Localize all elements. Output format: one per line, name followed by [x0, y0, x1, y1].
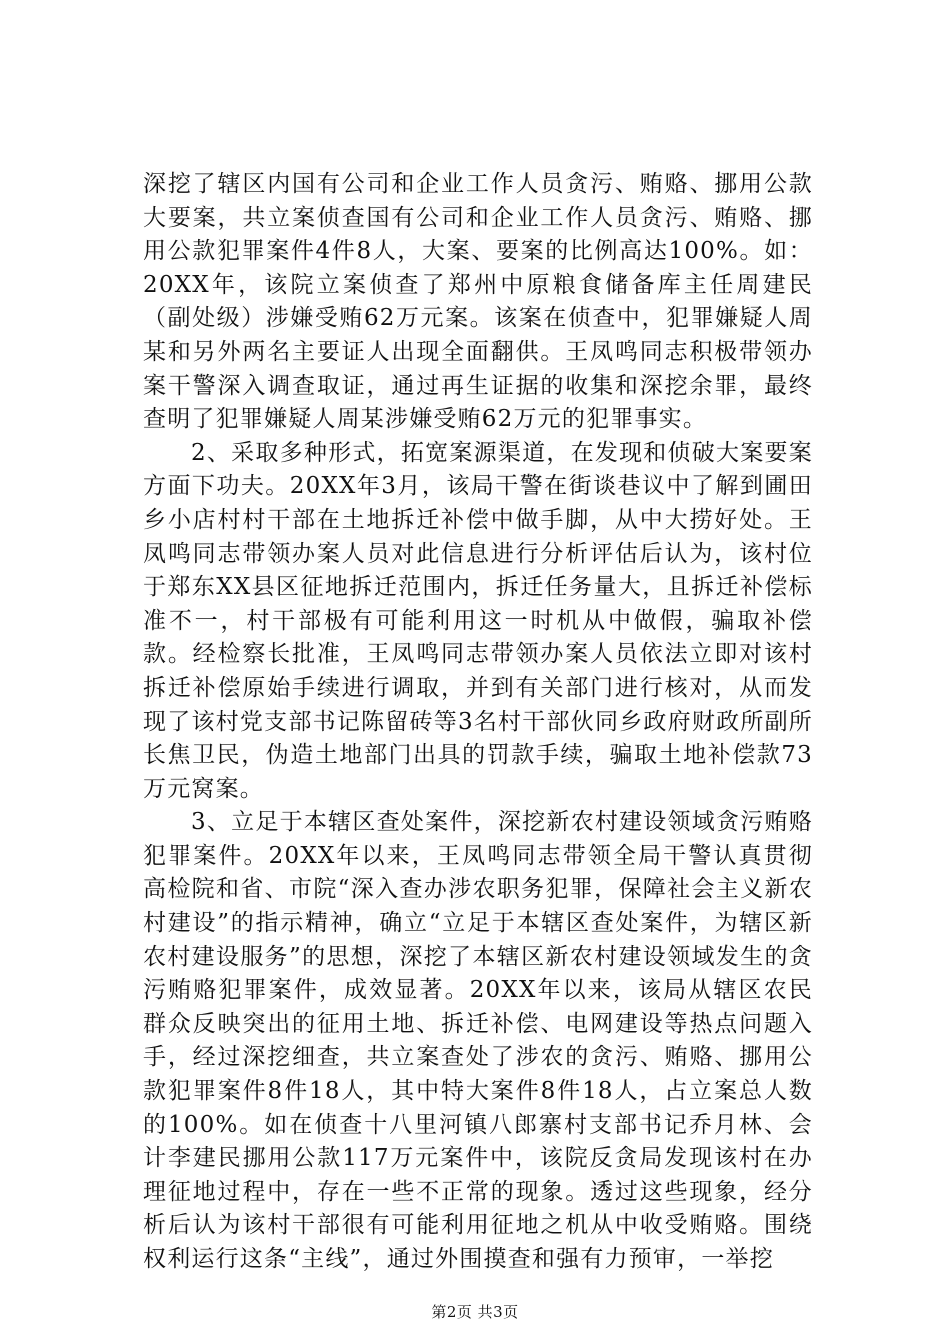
paragraph-2: 2、采取多种形式，拓宽案源渠道，在发现和侦破大案要案方面下功夫。20XX年3月，该局干警在街谈巷议中了解到圃田乡小店村村干部在土地拆迁补偿中做手脚，从中大捞好处。王凤鸣同志带领办案人员对此信息进行分析评估后认为，该村位于郑东XX县区征地拆迁范围内，拆迁任务量大，且拆迁补偿标准不一，村干部极有可能利用这一时机从中做假，骗取补偿款。经检察长批准，王凤鸣同志带领办案人员依法立即对该村拆迁补偿原始手续进行调取，并到有关部门进行核对，从而发现了该村党支部书记陈留砖等3名村干部伙同乡政府财政所副所长焦卫民，伪造土地部门出具的罚款手续，骗取土地补偿款73万元窝案。 — [143, 439, 813, 802]
paragraph-3: 3、立足于本辖区查处案件，深挖新农村建设领域贪污贿赂犯罪案件。20XX年以来，王凤鸣同志带领全局干警认真贯彻高检院和省、市院“深入查办涉农职务犯罪，保障社会主义新农村建设”的指示精神，确立“立足于本辖区查处案件，为辖区新农村建设服务”的思想，深挖了本辖区新农村建设领域发生的贪污贿赂犯罪案件，成效显著。20XX年以来，该局从辖区农民群众反映突出的征用土地、拆迁补偿、电网建设等热点问题入手，经过深挖细查，共立案查处了涉农的贪污、贿赂、挪用公款犯罪案件8件18人，其中特大案件8件18人，占立案总人数的100%。如在侦查十八里河镇八郎寨村支部书记乔月林、会计李建民挪用公款117万元案件中，该院反贪局发现该村在办理征地过程中，存在一些不正常的现象。透过这些现象，经分析后认为该村干部很有可能利用征地之机从中收受贿赂。围绕权利运行这条“主线”，通过外围摸查和强有力预审，一举挖 — [143, 809, 813, 1272]
paragraph-1: 深挖了辖区内国有公司和企业工作人员贪污、贿赂、挪用公款大要案，共立案侦查国有公司和企业工作人员贪污、贿赂、挪用公款犯罪案件4件8人，大案、要案的比例高达100%。如：20XX年，该院立案侦查了郑州中原粮食储备库主任周建民（副处级）涉嫌受贿62万元案。该案在侦查中，犯罪嫌疑人周某和另外两名主要证人出现全面翻供。王凤鸣同志积极带领办案干警深入调查取证，通过再生证据的收集和深挖余罪，最终查明了犯罪嫌疑人周某涉嫌受贿62万元的犯罪事实。 — [143, 171, 813, 433]
document-body — [143, 168, 813, 1277]
page-footer: 第2页 共3页 — [431, 1303, 519, 1321]
